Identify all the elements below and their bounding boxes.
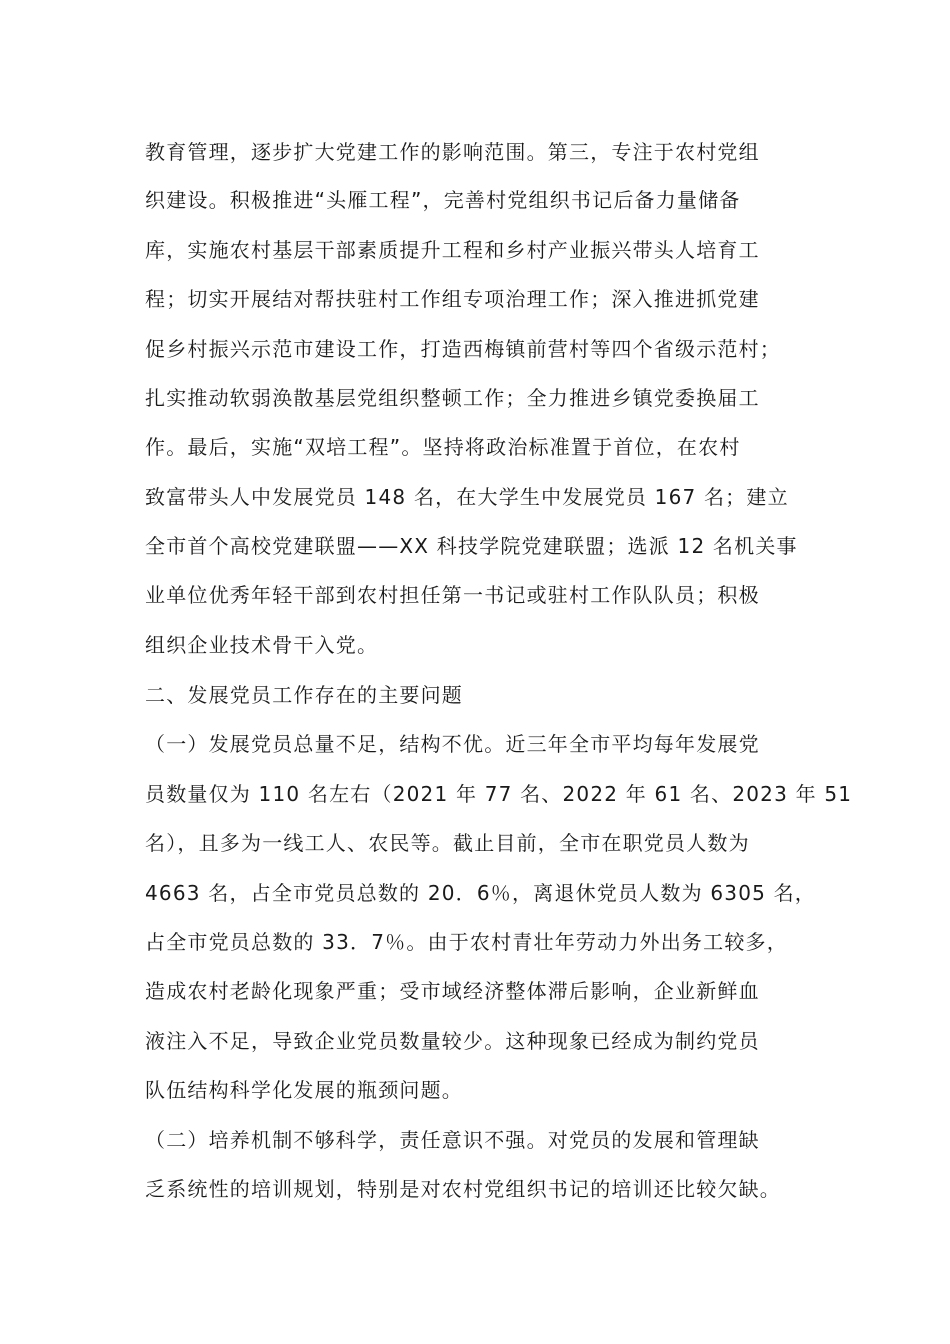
text-line: 织建设。积极推进“头雁工程”，完善村党组织书记后备力量储备	[145, 188, 741, 212]
text-line: 业单位优秀年轻干部到农村担任第一书记或驻村工作队队员；积极	[145, 583, 760, 607]
text-line: 4663 名，占全市党员总数的 20．6％，离退休党员人数为 6305 名，	[145, 881, 816, 905]
text-line: （二）培养机制不够科学，责任意识不强。对党员的发展和管理缺	[145, 1128, 760, 1152]
text-line: 全市首个高校党建联盟——XX 科技学院党建联盟；选派 12 名机关事	[145, 534, 798, 558]
text-line: 占全市党员总数的 33．7％。由于农村青壮年劳动力外出务工较多，	[145, 930, 788, 954]
text-line: 乏系统性的培训规划，特别是对农村党组织书记的培训还比较欠缺。	[145, 1177, 781, 1201]
text-line: 教育管理，逐步扩大党建工作的影响范围。第三，专注于农村党组	[145, 140, 760, 164]
text-line: 液注入不足，导致企业党员数量较少。这种现象已经成为制约党员	[145, 1029, 760, 1053]
text-line: 致富带头人中发展党员 148 名，在大学生中发展党员 167 名；建立	[145, 485, 789, 509]
text-line: （一）发展党员总量不足，结构不优。近三年全市平均每年发展党	[145, 732, 760, 756]
text-line: 促乡村振兴示范市建设工作，打造西梅镇前营村等四个省级示范村；	[145, 337, 781, 361]
text-line: 程；切实开展结对帮扶驻村工作组专项治理工作；深入推进抓党建	[145, 287, 760, 311]
text-line: 造成农村老龄化现象严重；受市域经济整体滞后影响，企业新鲜血	[145, 979, 760, 1003]
text-line: 员数量仅为 110 名左右（2021 年 77 名、2022 年 61 名、2023 年 51	[145, 782, 853, 806]
text-line: 库，实施农村基层干部素质提升工程和乡村产业振兴带头人培育工	[145, 238, 760, 262]
text-line: 作。最后，实施“双培工程”。坚持将政治标准置于首位，在农村	[145, 435, 741, 459]
section-heading: 二、发展党员工作存在的主要问题	[145, 683, 463, 707]
text-line: 扎实推动软弱涣散基层党组织整顿工作；全力推进乡镇党委换届工	[145, 386, 760, 410]
text-line: 队伍结构科学化发展的瓶颈问题。	[145, 1078, 463, 1102]
text-line: 组织企业技术骨干入党。	[145, 633, 379, 657]
text-line: 名），且多为一线工人、农民等。截止目前，全市在职党员人数为	[145, 831, 750, 855]
